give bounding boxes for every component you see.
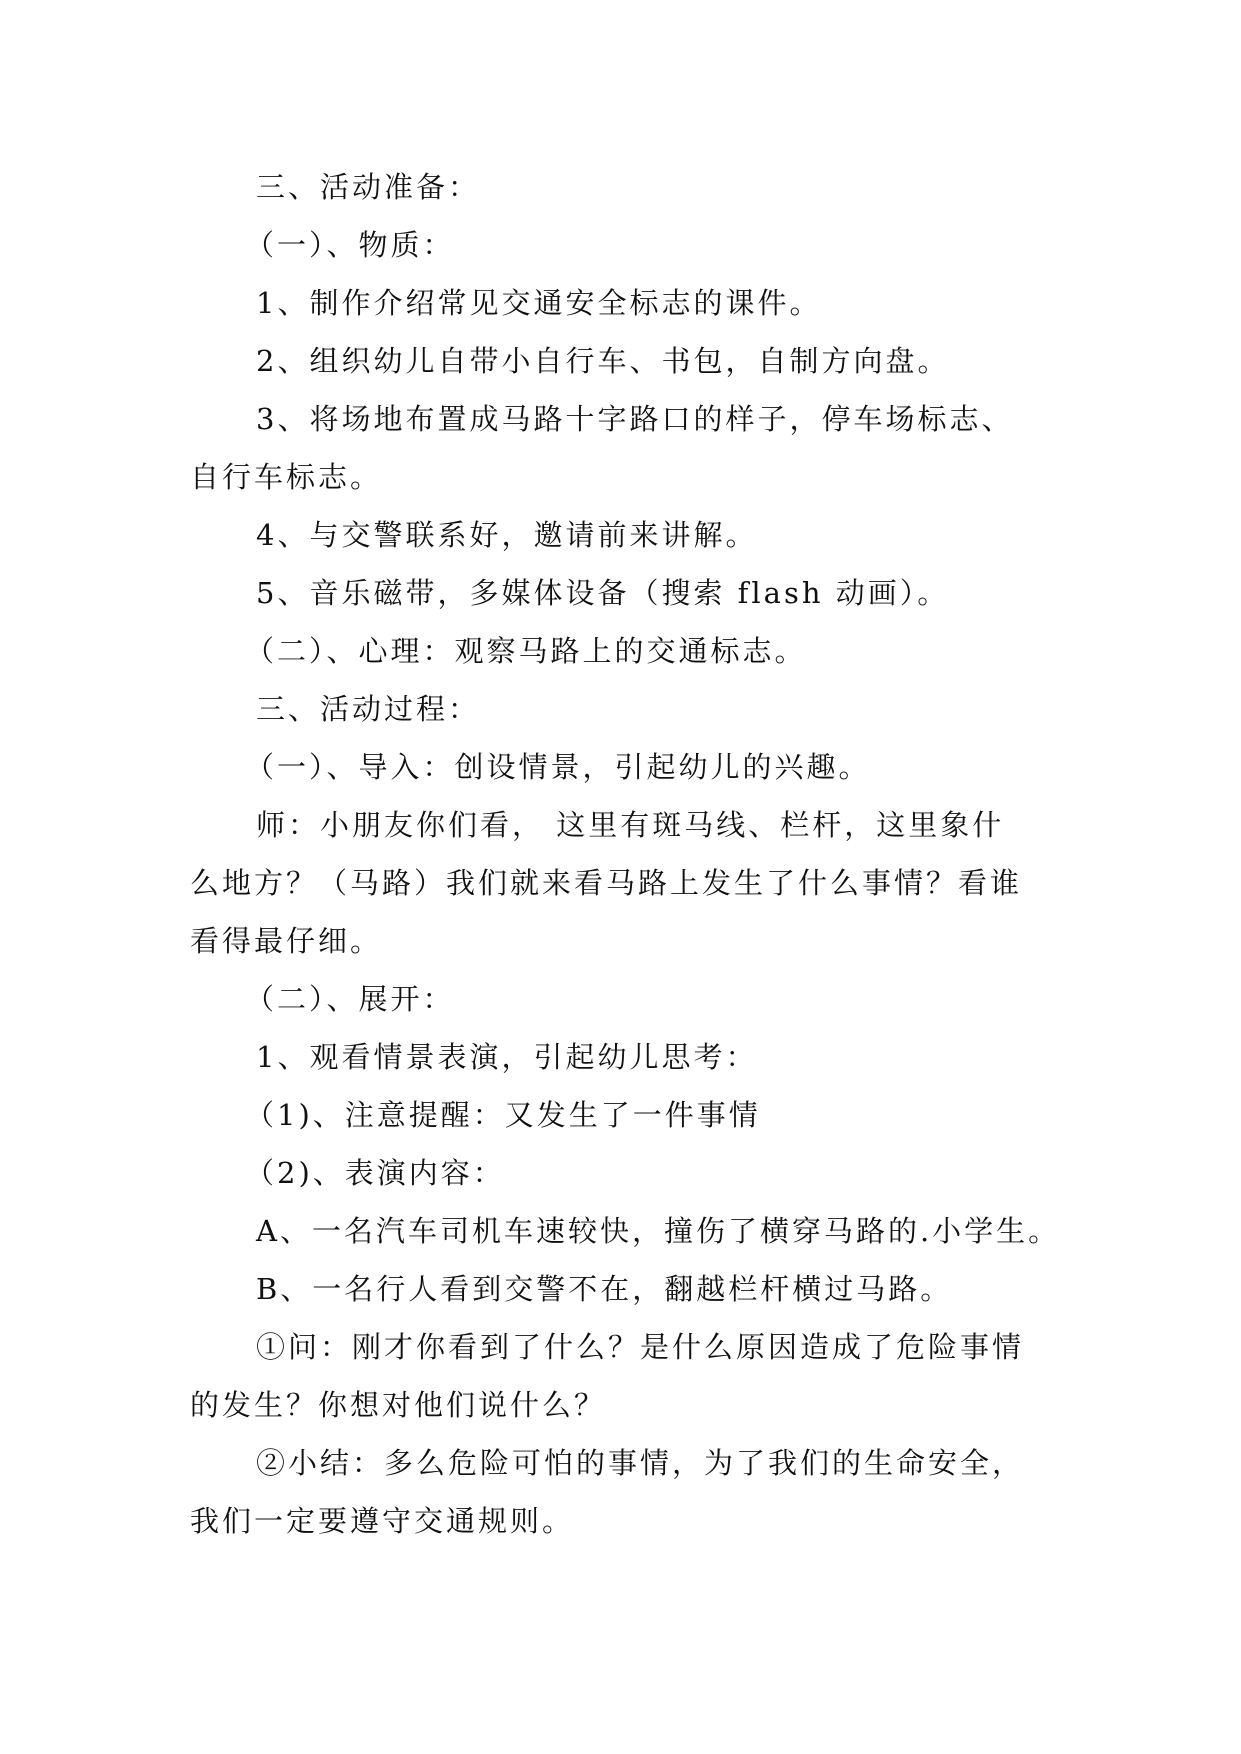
paragraph-line: 师：小朋友你们看， 这里有斑马线、栏杆，这里象什	[256, 808, 1005, 842]
list-item: （1)、注意提醒：又发生了一件事情	[245, 1098, 761, 1132]
paragraph-line: 看得最仔细。	[190, 924, 383, 958]
subsection-heading-expand: （二）、展开：	[245, 982, 455, 1016]
list-item: 1、制作介绍常见交通安全标志的课件。	[256, 286, 822, 320]
paragraph-line: ①问：刚才你看到了什么？是什么原因造成了危险事情	[256, 1330, 1025, 1364]
subsection-heading-psychology: （二）、心理：观察马路上的交通标志。	[245, 634, 807, 668]
document-body	[190, 158, 1070, 1550]
paragraph-line: 么地方？（马路）我们就来看马路上发生了什么事情？看谁	[190, 866, 1023, 900]
list-item: 3、将场地布置成马路十字路口的样子，停车场标志、	[256, 402, 1014, 436]
list-item: （2)、表演内容：	[245, 1156, 505, 1190]
list-item-continuation: 自行车标志。	[190, 460, 383, 494]
section-heading-process: 三、活动过程：	[256, 692, 481, 726]
section-heading-preparation: 三、活动准备：	[256, 170, 481, 204]
list-item: B、一名行人看到交警不在，翻越栏杆横过马路。	[256, 1272, 953, 1306]
paragraph-line: 的发生？你想对他们说什么？	[190, 1388, 607, 1422]
list-item: 2、组织幼儿自带小自行车、书包，自制方向盘。	[256, 344, 950, 378]
subsection-heading-materials: （一）、物质：	[245, 228, 455, 262]
list-item: 1、观看情景表演，引起幼儿思考：	[256, 1040, 758, 1074]
subsection-heading-intro: （一）、导入：创设情景，引起幼儿的兴趣。	[245, 750, 871, 784]
paragraph-line: 我们一定要遵守交通规则。	[190, 1504, 575, 1538]
list-item: 5、音乐磁带，多媒体设备（搜索 flash 动画）。	[256, 576, 950, 610]
list-item: 4、与交警联系好，邀请前来讲解。	[256, 518, 758, 552]
list-item: A、一名汽车司机车速较快，撞伤了横穿马路的.小学生。	[256, 1214, 1061, 1248]
paragraph-line: ②小结：多么危险可怕的事情，为了我们的生命安全，	[256, 1446, 1025, 1480]
